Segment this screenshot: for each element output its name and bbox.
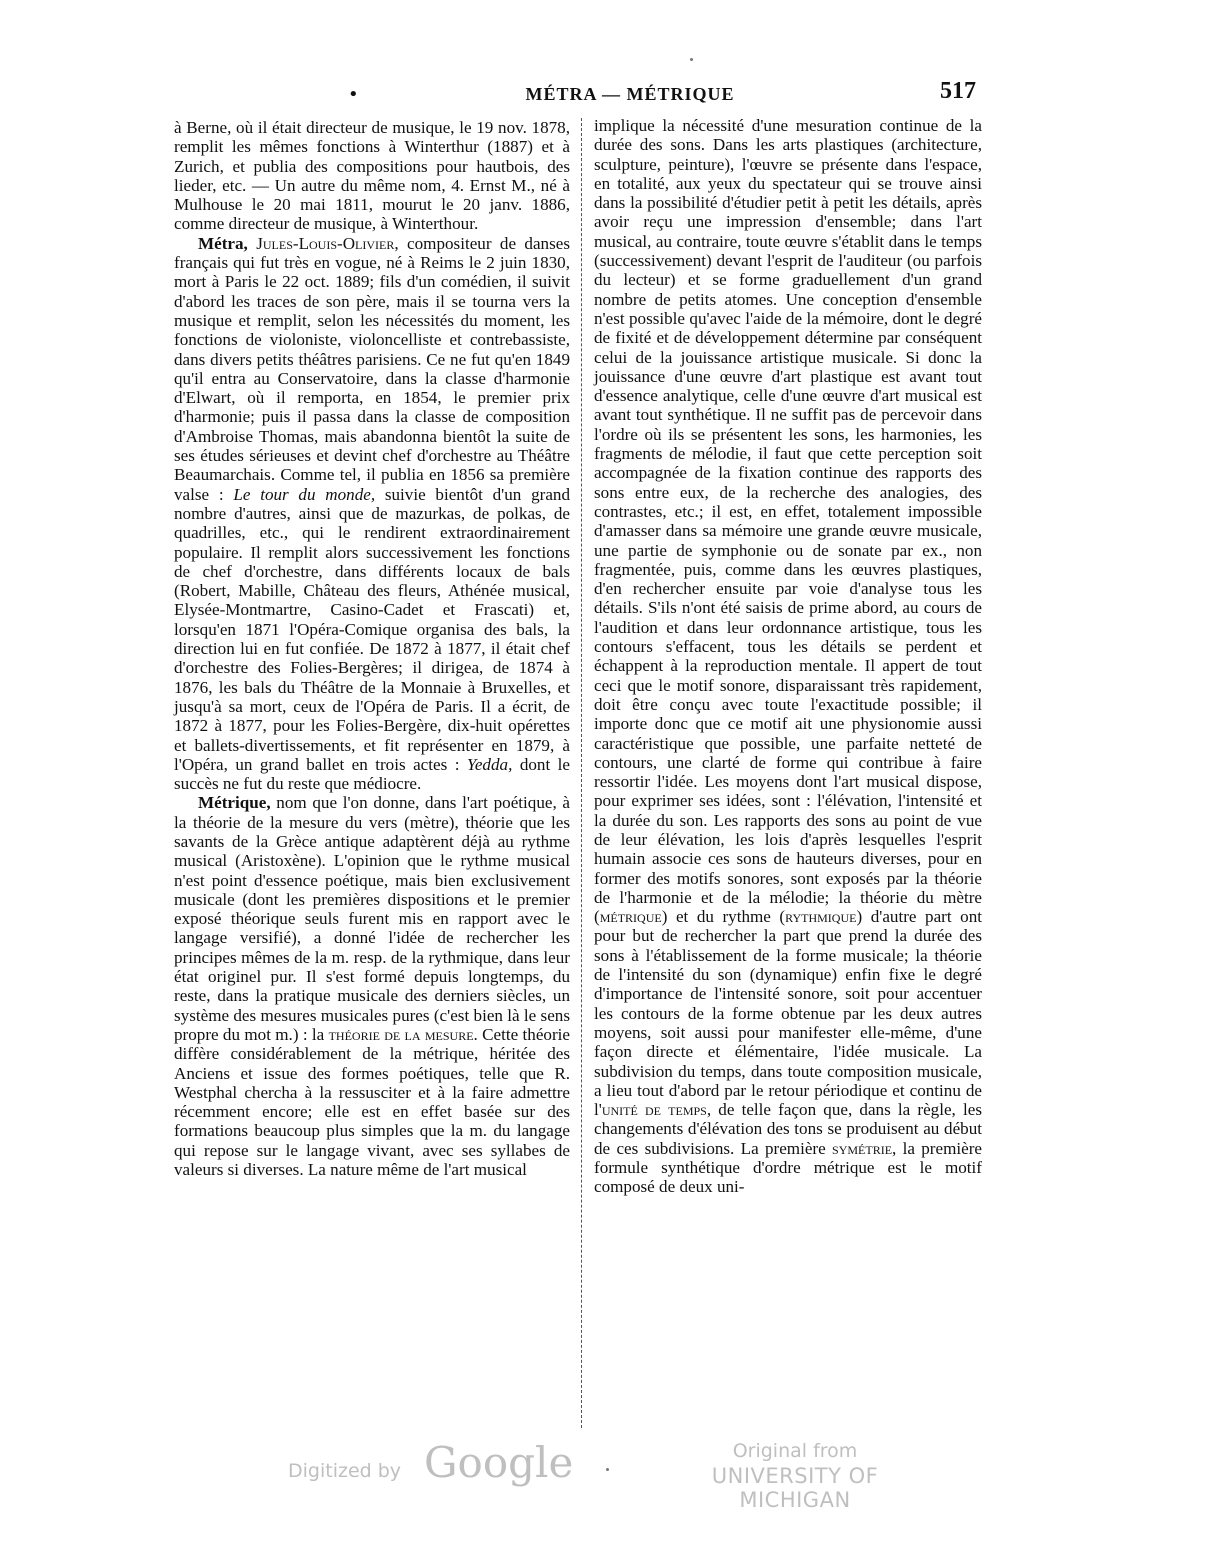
- entry-metra: Métra, Jules-Louis-Olivier, compositeur de danses français qui fut très en vogue, né à Reims le 2 juin 1830, mort à Paris le 22 oct. 1889; fils d'un comédien, il suivit d'abord les traces de son père, mais il se tourna vers la musique et remplit, selon les nécessités du moment, les fonctions de violoniste, violoncelliste et contrebassiste, dans divers petits théâtres parisiens. Ce ne fut qu'en 1849 qu'il entra au Conservatoire, dans la classe d'harmonie d'Elwart, où il remporta, en 1854, le premier prix d'harmonie; puis il passa dans la classe de composition d'Ambroise Thomas, mais abandonna bientôt la suite de ses études sérieuses et devint chef d'orchestre au Théâtre Beaumarchais. Comme tel, il publia en 1856 sa première valse : Le tour du monde, suivie bientôt d'un grand nombre d'autres, ainsi que de mazurkas, de polkas, de quadrilles, etc., qui le rendirent extraordinairement populaire. Il remplit alors successivement les fonctions de chef d'orchestre, dans différents locaux de bals (Robert, Mabille, Château des fleurs, Athénée musical, Elysée-Montmartre, Casino-Cadet et Frascati) et, lorsqu'en 1871 l'Opéra-Comique organisa des bals, la direction lui en fut confiée. De 1872 à 1877, il était chef d'orchestre des Folies-Bergères; il dirigea, de 1874 à 1876, les bals du Théâtre de la Monnaie à Bruxelles, et jusqu'à sa mort, ceux de l'Opéra de Paris. Il a écrit, de 1872 à 1877, pour les Folies-Bergère, dix-huit opérettes et ballets-divertissements, et fit représenter en 1879, à l'Opéra, un grand ballet en trois actes : Yedda, dont le succès ne fut du reste que médiocre.: [174, 233, 571, 794]
- paragraph-continuation: à Berne, où il était directeur de musique, le 19 nov. 1878, remplit les mêmes fonctions à Winterthur (1887) et à Zurich, et publia des compositions pour hautbois, des lieder, etc. — Un autre du même nom, 4. Ernst M., né à Mulhouse le 20 mai 1811, mourut le 20 janv. 1886, comme directeur de musique, à Winterthour.: [174, 118, 570, 234]
- scan-speck: [690, 58, 693, 61]
- google-logo: Google: [424, 1438, 574, 1487]
- theorie-de-la-mesure: théorie de la mesure.: [328, 1024, 478, 1044]
- headword-metrique: Métrique,: [198, 793, 271, 813]
- work-title-yedda: Yedda,: [466, 754, 513, 774]
- metrique-continuation: implique la nécessité d'une mesuration continue de la durée des sons. Dans les arts plastiques (architecture, sculpture, peinture), l'œuvre se présente dans l'espace, en totalité, aux yeux du spectateur qui se trouve ainsi dans la possibilité d'étudier petit à petit les détails, après avoir reçu une impression d'ensemble; dans l'art musical, au contraire, toute œuvre s'établit dans le temps (successivement) devant l'esprit de l'auditeur (ou parfois du lecteur) et se forme graduellement d'un grand nombre de petits atomes. Une conception d'ensemble n'est possible qu'avec l'aide de la mémoire, dont le degré de fixité et de développement détermine par conséquent celui de la jouissance artistique musicale. Si donc la jouissance d'une œuvre d'art plastique est avant tout d'essence analytique, celle d'une œuvre d'art musical est avant tout synthétique. Il ne suffit pas de percevoir dans l'ordre où ils se présentent les sons, les harmonies, les fragments de mélodie, il faut que cette perception soit accompagnée de la fixation continue des rapports des sons entre eux, de la recherche des analogies, des contrastes, etc.; il est, en effet, totalement impossible d'amasser dans sa mémoire une grande œuvre musicale, une partie de symphonie ou de sonate par ex., non fragmentée, puis, comme dans les œuvres plastiques, d'en rechercher ensuite par voie d'analyse tous les détails. S'ils n'ont été saisis de prime abord, au cours de l'audition et dans leur ordonnance artistique, tous les contours s'effacent, tous les détails se perdent et échappent à la reproduction mentale. Il appert de tout ceci que le motif sonore, disparaissant très rapidement, doit être conçu avec toute l'exactitude possible; il importe donc que ce motif ait une physionomie aussi caractéristique que possible, une parfaite netteté de contours, une clarté de forme qui contribue à faire ressortir l'idée. Les moyens dont l'art musical dispose, pour exprimer ses idées, sont : l'élévation, l'intensité et la durée du son. Les rapports des sons au point de vue de leur élévation, les lois d'après lesquelles l'esprit humain associe ces sons de hauteurs diverses, pour en former des motifs sonores, sont exposés par la théorie de l'harmonie et de la mélodie; la théorie du mètre (métrique) et du rythme (rythmique) d'autre part ont pour but de rechercher la part que prend la durée des sons à l'établissement de la forme musicale; la théorie de l'intensité du son (dynamique) enfin fixe le degré d'importance de l'intensité sonore, soit pour accentuer les contours de la forme obtenue par les deux autres moyens, soit aussi pour manifester elle-même, d'une façon directe et élémentaire, l'idée musicale. La subdivision du temps, dans toute composition musicale, a lieu tout d'abord par le retour périodique et continu de l'unité de temps, de telle façon que, dans la règle, les changements d'élévation des tons se produisent au début de ces subdivisions. La première symétrie, la première formule synthétique d'ordre métrique est le motif composé de deux uni-: [594, 116, 983, 1197]
- left-column: [174, 118, 570, 1179]
- university-text: UNIVERSITY OF MICHIGAN: [711, 1464, 879, 1512]
- right-column: [594, 116, 982, 1197]
- digitized-by-text: Digitized by: [288, 1460, 402, 1482]
- page-number: 517: [940, 78, 976, 104]
- original-from-text: Original from: [732, 1440, 858, 1462]
- scan-speck: [606, 1468, 609, 1471]
- original-from-watermark: [660, 1440, 930, 1512]
- column-divider: [581, 118, 583, 1428]
- work-title-tour-du-monde: Le tour du monde,: [233, 484, 376, 504]
- google-watermark: [288, 1438, 588, 1488]
- entry-metrique: Métrique, nom que l'on donne, dans l'art poétique, à la théorie de la mesure du vers (mètre), théorie que les savants de la Grèce antique adaptèrent déjà au rythme musical (Aristoxène). L'opinion que le rythme musical n'est point d'essence poétique, mais bien exclusivement musicale (dont les premières dispositions et le premier exposé théorique seuls furent mis en rapport avec le langage versifié), a donné l'idée de rechercher les principes mêmes de la m. resp. de la rythmique, dans leur état originel pur. Il s'est formé depuis longtemps, du reste, dans la pratique musicale des derniers siècles, un système des mesures musicales pures (c'est bien là le sens propre du mot m.) : la théorie de la mesure. Cette théorie diffère considérablement de la métrique, héritée des Anciens et issue des formes poétiques, telle que R. Westphal chercha à la ressusciter et à la faire admettre récemment encore; elle est en effet basée sur des formations beaucoup plus simples que la m. du langage qui repose sur le langage vivant, avec ses syllabes de valeurs si diverses. La nature même de l'art musical: [174, 793, 570, 1180]
- header-title: MÉTRA — MÉTRIQUE: [525, 84, 735, 104]
- headword-metra: Métra,: [198, 233, 248, 253]
- running-header: [170, 80, 980, 110]
- header-dot: •: [348, 84, 359, 105]
- metra-full-name: Jules-Louis-Olivier,: [256, 233, 399, 253]
